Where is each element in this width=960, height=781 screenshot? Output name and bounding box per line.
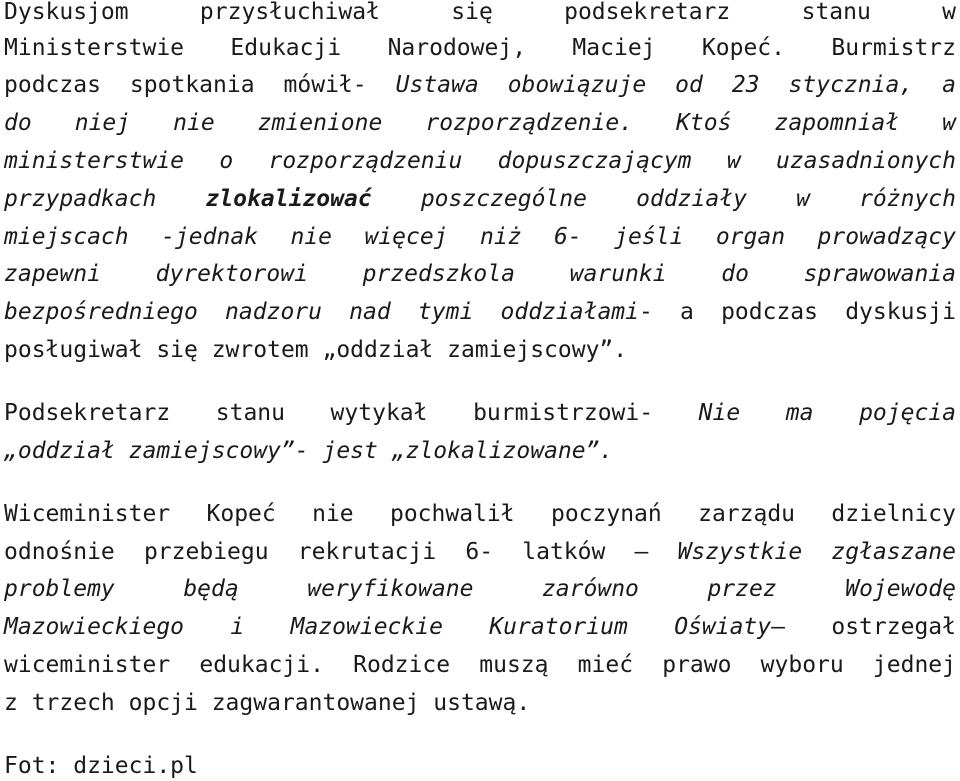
text-run: problemy będą weryfikowane zarówno przez Wojewodę: [4, 576, 956, 602]
text-run: Wiceminister Kopeć nie pochwalił poczynań zarządu dzielnicy: [4, 501, 956, 527]
text-line: [4, 184, 956, 214]
text-run: Podsekretarz stanu wytykał burmistrzowi-: [4, 400, 699, 426]
text-line: [4, 33, 956, 63]
text-line: [4, 537, 956, 567]
text-line: [4, 146, 956, 176]
text-run: bezpośredniego nadzoru nad tymi oddziałami: [4, 299, 639, 325]
text-line: [4, 574, 956, 604]
text-run: - a podczas dyskusji: [638, 299, 956, 325]
text-line: [4, 436, 613, 466]
text-line: [4, 751, 198, 781]
text-run: Mazowieckiego i Mazowieckie Kuratorium Oświaty: [4, 614, 772, 640]
text-run: Wszystkie zgłaszane: [677, 539, 956, 565]
text-run: z trzech opcji zagwarantowanej ustawą.: [4, 690, 531, 716]
text-run: zlokalizować: [205, 186, 372, 212]
text-run: Dyskusjom przysłuchiwał się podsekretarz stanu w: [4, 0, 956, 25]
text-run: miejscach -jednak nie więcej niż 6- jeśli organ prowadzący: [4, 224, 956, 250]
text-run: do niej nie zmienione rozporządzenie. Ktoś zapomniał w: [4, 110, 956, 136]
text-run: Fot: dzieci.pl: [4, 753, 198, 779]
text-run: odnośnie przebiegu rekrutacji 6- latków –: [4, 539, 678, 565]
text-line: [4, 222, 956, 252]
text-line: [4, 650, 956, 680]
text-run: – ostrzegał: [771, 614, 956, 640]
text-run: wiceminister edukacji. Rodzice muszą mieć prawo wyboru jednej: [4, 652, 956, 678]
text-line: [4, 612, 956, 642]
text-run: ministerstwie o rozporządzeniu dopuszczającym w uzasadnionych: [4, 148, 956, 174]
text-line: [4, 499, 956, 529]
text-line: [4, 398, 956, 428]
text-line: [4, 297, 956, 327]
text-line: [4, 70, 956, 100]
text-line: [4, 108, 956, 138]
text-run: przypadkach: [4, 186, 206, 212]
text-run: podczas spotkania mówił-: [4, 72, 396, 98]
text-line: [4, 0, 956, 27]
text-run: poszczególne oddziały w różnych: [371, 186, 957, 212]
text-run: posługiwał się zwrotem „oddział zamiejscowy”.: [4, 337, 628, 363]
text-run: Nie ma pojęcia: [698, 400, 956, 426]
text-line: [4, 259, 956, 289]
text-line: [4, 688, 530, 718]
text-run: „oddział zamiejscowy”- jest „zlokalizowane”.: [4, 438, 614, 464]
text-run: Ministerstwie Edukacji Narodowej, Maciej Kopeć. Burmistrz: [4, 35, 956, 61]
text-line: [4, 335, 627, 365]
text-run: Ustawa obowiązuje od 23 stycznia, a: [395, 72, 956, 98]
text-run: zapewni dyrektorowi przedszkola warunki do sprawowania: [4, 261, 956, 287]
